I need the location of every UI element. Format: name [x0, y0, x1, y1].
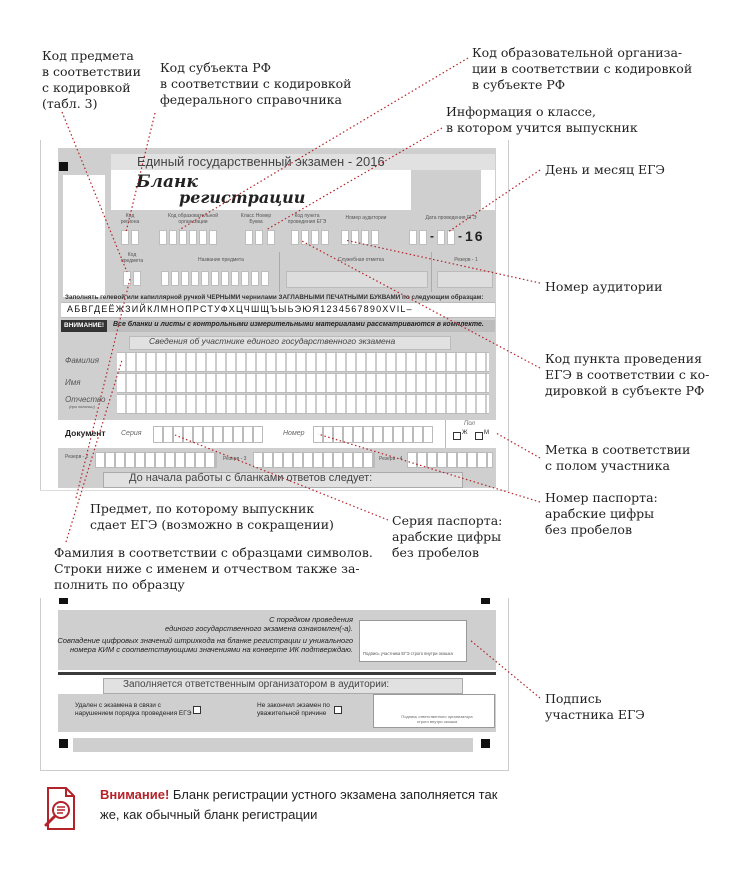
- document-label: Документ: [65, 428, 106, 438]
- corner-mark: [481, 598, 490, 604]
- exam-year: 16: [465, 228, 485, 244]
- exam-title: Единый государственный экзамен - 2016: [137, 154, 385, 169]
- corner-mark: [481, 739, 490, 748]
- gender-label-f: Ж: [462, 430, 468, 436]
- not-finished-line-2: уважительной причине: [257, 710, 327, 717]
- series-label: Серия: [121, 430, 142, 437]
- note-bold: Внимание!: [100, 787, 170, 802]
- number-cells[interactable]: [313, 426, 433, 443]
- corner-mark: [59, 162, 68, 171]
- removed-checkbox[interactable]: [193, 706, 201, 714]
- patronymic-cells[interactable]: [117, 394, 489, 414]
- hdr-reserve1: Резерв - 1: [454, 257, 478, 263]
- organizer-banner: Заполняется ответственным организатором в аудитории:: [123, 679, 390, 690]
- document-search-icon: [40, 785, 84, 833]
- date-separator-1: -: [430, 229, 434, 243]
- gender-checkbox-f[interactable]: [453, 432, 461, 440]
- hdr-org: Код образовательной организации: [167, 213, 219, 225]
- blank-title-1: Бланк: [136, 172, 198, 192]
- warning-text: Все бланки и листы с контрольными измерительными материалами рассматриваются в комплекте.: [113, 321, 484, 328]
- annotation-org-code: Код образовательной организа- ции в соответствии с кодировкой в субъекте РФ: [472, 45, 693, 92]
- patronymic-sublabel: (при наличии): [69, 404, 95, 409]
- name-label: Имя: [65, 378, 81, 387]
- annotation-exam-date: День и месяц ЕГЭ: [545, 162, 665, 177]
- blank-title-2: регистрации: [179, 188, 306, 207]
- patronymic-label: Отчество: [65, 395, 106, 404]
- annotation-exam-subject: Предмет, по которому выпускник сдает ЕГЭ (возможно в сокращении): [90, 501, 334, 532]
- annotation-signature: Подпись участника ЕГЭ: [545, 691, 645, 722]
- date-separator-2: -: [458, 229, 462, 243]
- registration-form-lower: [40, 598, 509, 771]
- answers-banner: До начала работы с бланками ответов следует:: [129, 472, 373, 484]
- gender-label-m: М: [484, 430, 489, 436]
- annotation-surname: Фамилия в соответствии с образцами символов. Строки ниже с именем и отчеством также за- полнить по образцу: [54, 545, 373, 592]
- reserve-2-label: Резерв - 2: [65, 454, 89, 460]
- not-finished-checkbox[interactable]: [334, 706, 342, 714]
- participant-signature-caption: Подпись участника ЕГЭ строго внутри окошка: [363, 651, 453, 656]
- removed-line-1: Удален с экзамена в связи с: [75, 702, 161, 709]
- hdr-subject-code: Код предмета: [121, 252, 144, 264]
- not-finished-line-1: Не закончил экзамен по: [257, 702, 330, 709]
- hdr-service: Служебная отметка: [337, 257, 385, 263]
- participant-header: Сведения об участнике единого государственного экзамена: [149, 336, 396, 346]
- hdr-subject-name: Название предмета: [198, 257, 244, 263]
- annotation-passport-number: Номер паспорта: арабские цифры без пробелов: [545, 490, 658, 537]
- annotation-room-number: Номер аудитории: [545, 279, 663, 294]
- number-label: Номер: [283, 430, 305, 437]
- hdr-ppe: Код пункта проведения ЕГЭ: [287, 213, 327, 225]
- note-text: [100, 785, 497, 825]
- sample-characters: АБВГДЕЁЖЗИЙКЛМНОПРСТУФХЦЧШЩЪЫЬЭЮЯ1234567890XVIL–: [67, 304, 413, 314]
- agree-line-3: Совпадение цифровых значений штрихкода на бланке регистрации и уникального: [57, 636, 353, 645]
- name-cells[interactable]: [117, 373, 489, 393]
- warning-tag: ВНИМАНИЕ!: [61, 320, 107, 332]
- gender-label: Пол: [464, 421, 475, 427]
- organizer-signature-caption: Подпись ответственного организатора строго внутри окошка: [401, 714, 473, 724]
- hdr-date: Дата проведения ЕГЭ: [425, 215, 477, 221]
- removed-line-2: нарушением порядка проведения ЕГЭ: [75, 710, 192, 717]
- agree-line-1: С порядком проведения: [269, 615, 353, 624]
- annotation-passport-series: Серия паспорта: арабские цифры без пробелов: [392, 513, 503, 560]
- surname-cells[interactable]: [117, 352, 489, 372]
- gender-checkbox-m[interactable]: [475, 432, 483, 440]
- annotation-gender-mark: Метка в соответствии с полом участника: [545, 442, 691, 473]
- reserve-4-label: Резерв - 4: [379, 456, 403, 462]
- agree-line-4: номера КИМ с соответствующими значениями на конверте ИК подтверждаю.: [70, 645, 353, 654]
- hdr-class: Класс Номер Буква: [240, 213, 272, 225]
- hdr-region: Код региона: [120, 213, 140, 225]
- annotation-region-code: Код субъекта РФ в соответствии с кодировкой федерального справочника: [160, 60, 352, 107]
- annotation-class-info: Информация о классе, в котором учится выпускник: [446, 104, 638, 135]
- note-line-1: Бланк регистрации устного экзамена заполняется так: [169, 787, 498, 802]
- note-line-2: же, как обычный бланк регистрации: [100, 807, 318, 822]
- corner-mark: [59, 598, 68, 604]
- registration-form-upper: [40, 140, 509, 490]
- corner-mark: [59, 739, 68, 748]
- annotation-ppe-code: Код пункта проведения ЕГЭ в соответствии с ко- дировкой в субъекте РФ: [545, 351, 710, 398]
- reserve-3-label: Резерв - 3: [223, 456, 247, 462]
- agree-line-2: единого государственного экзамена ознакомлен(-а).: [165, 624, 353, 633]
- series-cells[interactable]: [153, 426, 263, 443]
- annotation-subject-code: Код предмета в соответствии с кодировкой (табл. 3): [42, 48, 141, 111]
- instruction-text: Заполнять гелевой или капиллярной ручкой ЧЕРНЫМИ чернилами ЗАГЛАВНЫМИ ПЕЧАТНЫМИ БУКВАМИ по следующим образцам:: [65, 294, 484, 301]
- surname-label: Фамилия: [65, 356, 99, 365]
- hdr-room: Номер аудитории: [345, 215, 387, 221]
